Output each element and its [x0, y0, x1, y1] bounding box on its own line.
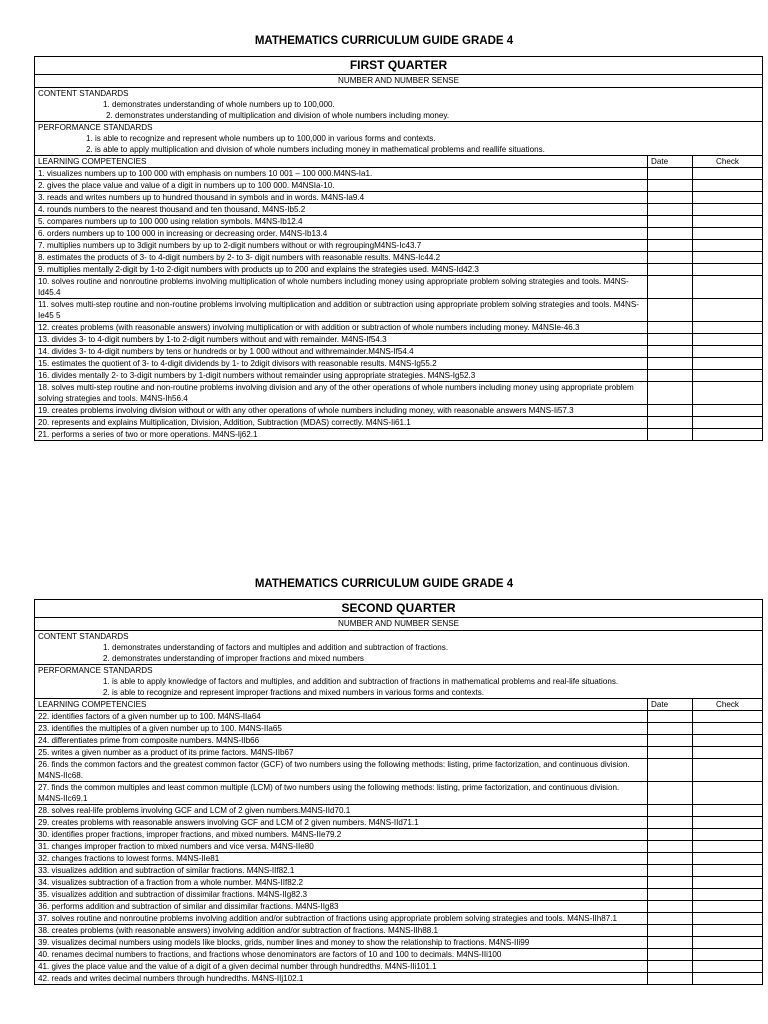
content-standards: [35, 88, 763, 122]
check-cell[interactable]: [693, 264, 763, 276]
date-header: Date: [648, 156, 693, 168]
check-cell[interactable]: [693, 228, 763, 240]
competency-text: 6. orders numbers up to 100 000 in increasing or decreasing order. M4NS-Ib13.4: [35, 228, 648, 240]
content-standard-item: 1. demonstrates understanding of factors and multiples and addition and subtraction of fractions.: [103, 643, 449, 652]
date-cell[interactable]: [648, 429, 693, 441]
competency-row: [35, 429, 763, 441]
competency-text: 12. creates problems (with reasonable answers) involving multiplication or with addition or subtraction of whole numbers including money. M4NSIe-46.3: [35, 322, 648, 334]
check-cell[interactable]: [693, 841, 763, 853]
date-cell[interactable]: [648, 334, 693, 346]
check-cell[interactable]: [693, 782, 763, 805]
content-standard-item: 2. demonstrates understanding of multiplication and division of whole numbers including money.: [106, 111, 450, 120]
competency-text: 5. compares numbers up to 100 000 using relation symbols. M4NS-Ib12.4: [35, 216, 648, 228]
date-cell[interactable]: [648, 759, 693, 782]
competency-row: [35, 829, 763, 841]
competency-row: [35, 889, 763, 901]
date-cell[interactable]: [648, 782, 693, 805]
date-cell[interactable]: [648, 961, 693, 973]
date-cell[interactable]: [648, 805, 693, 817]
date-cell[interactable]: [648, 204, 693, 216]
date-cell[interactable]: [648, 276, 693, 299]
competency-text: 23. identifies the multiples of a given number up to 100. M4NS-IIa65: [35, 723, 648, 735]
competency-text: 10. solves routine and nonroutine problems involving multiplication of whole numbers including money using appropriate problem solving strategies and tools. M4NS-Id45.4: [35, 276, 648, 299]
check-cell[interactable]: [693, 276, 763, 299]
competency-text: 32. changes fractions to lowest forms. M4NS-IIe81: [35, 853, 648, 865]
check-cell[interactable]: [693, 805, 763, 817]
check-cell[interactable]: [693, 370, 763, 382]
check-cell[interactable]: [693, 747, 763, 759]
competency-row: [35, 759, 763, 782]
competency-row: [35, 723, 763, 735]
competency-row: [35, 913, 763, 925]
competency-text: 11. solves multi-step routine and non-routine problems involving multiplication and addition or subtraction using appropriate problem solving strategies and tools. M4NS-Ie45 5: [35, 299, 648, 322]
competency-row: [35, 299, 763, 322]
competency-text: 26. finds the common factors and the greatest common factor (GCF) of two numbers using the following methods: listing, prime factorization, and continuous division. M4NS-IIc68.: [35, 759, 648, 782]
date-cell[interactable]: [648, 168, 693, 180]
content-standards-label: CONTENT STANDARDS: [38, 89, 129, 98]
competency-row: [35, 322, 763, 334]
second-quarter-table: [34, 599, 763, 985]
date-cell[interactable]: [648, 865, 693, 877]
competency-row: [35, 405, 763, 417]
date-cell[interactable]: [648, 216, 693, 228]
competency-text: 22. identifies factors of a given number up to 100. M4NS-IIa64: [35, 711, 648, 723]
check-cell[interactable]: [693, 759, 763, 782]
check-cell[interactable]: [693, 889, 763, 901]
date-cell[interactable]: [648, 949, 693, 961]
competency-text: 1. visualizes numbers up to 100 000 with emphasis on numbers 10 001 – 100 000.M4NS-Ia1.: [35, 168, 648, 180]
check-cell[interactable]: [693, 299, 763, 322]
competency-row: [35, 805, 763, 817]
competency-text: 28. solves real-life problems involving GCF and LCM of 2 given numbers.M4NS-IId70.1: [35, 805, 648, 817]
check-cell[interactable]: [693, 937, 763, 949]
date-cell[interactable]: [648, 723, 693, 735]
competency-row: [35, 252, 763, 264]
competency-row: [35, 841, 763, 853]
check-cell[interactable]: [693, 382, 763, 405]
competency-text: 33. visualizes addition and subtraction of similar fractions. M4NS-IIf82.1: [35, 865, 648, 877]
check-cell[interactable]: [693, 358, 763, 370]
content-standard-item: 2. demonstrates understanding of improper fractions and mixed numbers: [103, 654, 364, 663]
quarter-title: SECOND QUARTER: [35, 600, 763, 618]
date-header: Date: [648, 699, 693, 711]
competency-row: [35, 346, 763, 358]
competency-row: [35, 865, 763, 877]
check-cell[interactable]: [693, 240, 763, 252]
competency-text: 24. differentiates prime from composite numbers. M4NS-IIb66: [35, 735, 648, 747]
competency-text: 16. divides mentally 2- to 3-digit numbers by 1-digit numbers without remainder using appropriate strategies. M4NS-Ig52.3: [35, 370, 648, 382]
check-cell[interactable]: [693, 334, 763, 346]
competency-text: 30. identifies proper fractions, improper fractions, and mixed numbers. M4NS-IIe79.2: [35, 829, 648, 841]
date-cell[interactable]: [648, 735, 693, 747]
date-cell[interactable]: [648, 889, 693, 901]
date-cell[interactable]: [648, 417, 693, 429]
domain-title: NUMBER AND NUMBER SENSE: [35, 75, 763, 88]
competency-text: 13. divides 3- to 4-digit numbers by 1-to 2-digit numbers without and with remainder. M4NS-If54.3: [35, 334, 648, 346]
competency-row: [35, 228, 763, 240]
date-cell[interactable]: [648, 346, 693, 358]
competency-text: 31. changes improper fraction to mixed numbers and vice versa. M4NS-IIe80: [35, 841, 648, 853]
date-cell[interactable]: [648, 925, 693, 937]
competency-row: [35, 925, 763, 937]
competency-row: [35, 168, 763, 180]
quarter-title: FIRST QUARTER: [35, 57, 763, 75]
date-cell[interactable]: [648, 853, 693, 865]
check-cell[interactable]: [693, 429, 763, 441]
check-cell[interactable]: [693, 711, 763, 723]
date-cell[interactable]: [648, 829, 693, 841]
competency-text: 3. reads and writes numbers up to hundred thousand in symbols and in words. M4NS-Ia9.4: [35, 192, 648, 204]
competency-text: 41. gives the place value and the value of a digit of a given decimal number through hundredths. M4NS-IIi101.1: [35, 961, 648, 973]
competency-row: [35, 853, 763, 865]
date-cell[interactable]: [648, 973, 693, 985]
performance-standards: [35, 122, 763, 156]
date-cell[interactable]: [648, 937, 693, 949]
competency-row: [35, 973, 763, 985]
competency-text: 37. solves routine and nonroutine problems involving addition and/or subtraction of fractions using appropriate problem solving strategies and tools. M4NS-IIh87.1: [35, 913, 648, 925]
competency-text: 21. performs a series of two or more operations. M4NS-Ij62.1: [35, 429, 648, 441]
competency-row: [35, 949, 763, 961]
check-cell[interactable]: [693, 180, 763, 192]
competency-text: 25. writes a given number as a product of its prime factors. M4NS-IIb67: [35, 747, 648, 759]
check-cell[interactable]: [693, 961, 763, 973]
competency-text: 40. renames decimal numbers to fractions, and fractions whose denominators are factors of 10 and 100 to decimals. M4NS-IIi100: [35, 949, 648, 961]
competency-text: 27. finds the common multiples and least common multiple (LCM) of two numbers using the following methods: listing, prime factorization, and continuous division. M4NS-IIc69.1: [35, 782, 648, 805]
check-cell[interactable]: [693, 192, 763, 204]
date-cell[interactable]: [648, 228, 693, 240]
competency-text: 14. divides 3- to 4-digit numbers by tens or hundreds or by 1 000 without and withremainder.M4NS-If54.4: [35, 346, 648, 358]
performance-standard-item: 1. is able to recognize and represent whole numbers up to 100,000 in various forms and contexts.: [86, 134, 436, 143]
date-cell[interactable]: [648, 370, 693, 382]
check-header: Check: [693, 699, 763, 711]
performance-standard-item: 2. is able to apply multiplication and division of whole numbers including money in mathematical problems and reallife situations.: [86, 145, 545, 154]
date-cell[interactable]: [648, 901, 693, 913]
competency-row: [35, 901, 763, 913]
guide-title: MATHEMATICS CURRICULUM GUIDE GRADE 4: [254, 578, 514, 590]
date-cell[interactable]: [648, 252, 693, 264]
domain-title: NUMBER AND NUMBER SENSE: [35, 618, 763, 631]
competency-text: 4. rounds numbers to the nearest thousand and ten thousand. M4NS-Ib5.2: [35, 204, 648, 216]
date-cell[interactable]: [648, 382, 693, 405]
competency-text: 20. represents and explains Multiplication, Division, Addition, Subtraction (MDAS) correctly. M4NS-Ii61.1: [35, 417, 648, 429]
learning-competencies-header: LEARNING COMPETENCIES: [35, 699, 648, 711]
check-cell[interactable]: [693, 723, 763, 735]
date-cell[interactable]: [648, 747, 693, 759]
performance-standards-label: PERFORMANCE STANDARDS: [38, 123, 153, 132]
competency-row: [35, 735, 763, 747]
competency-text: 38. creates problems (with reasonable answers) involving addition and/or subtraction of fractions. M4NS-IIh88.1: [35, 925, 648, 937]
competency-text: 8. estimates the products of 3- to 4-digit numbers by 2- to 3- digit numbers with reasonable results. M4NS-Ic44.2: [35, 252, 648, 264]
date-cell[interactable]: [648, 405, 693, 417]
competency-text: 36. performs addition and subtraction of similar and dissimilar fractions. M4NS-IIg83: [35, 901, 648, 913]
check-cell[interactable]: [693, 829, 763, 841]
date-cell[interactable]: [648, 299, 693, 322]
check-cell[interactable]: [693, 913, 763, 925]
competency-row: [35, 240, 763, 252]
content-standards: [35, 631, 763, 665]
date-cell[interactable]: [648, 877, 693, 889]
date-cell[interactable]: [648, 322, 693, 334]
competency-text: 42. reads and writes decimal numbers through hundredths. M4NS-IIj102.1: [35, 973, 648, 985]
check-cell[interactable]: [693, 973, 763, 985]
check-cell[interactable]: [693, 901, 763, 913]
competency-row: [35, 192, 763, 204]
competency-text: 29. creates problems with reasonable answers involving GCF and LCM of 2 given numbers. M4NS-IId71.1: [35, 817, 648, 829]
check-cell[interactable]: [693, 252, 763, 264]
content-standard-item: 1. demonstrates understanding of whole numbers up to 100,000.: [103, 100, 335, 109]
competency-text: 9. multiplies mentally 2-digit by 1-to 2-digit numbers with products up to 200 and explains the strategies used. M4NS-Id42.3: [35, 264, 648, 276]
competency-text: 18. solves multi-step routine and non-routine problems involving division and any of the other operations of whole numbers including money using appropriate problem solving strategies and tools. M4NS-Ih56.4: [35, 382, 648, 405]
competency-text: 34. visualizes subtraction of a fraction from a whole number. M4NS-IIf82.2: [35, 877, 648, 889]
competency-row: [35, 782, 763, 805]
competency-row: [35, 276, 763, 299]
check-cell[interactable]: [693, 346, 763, 358]
check-cell[interactable]: [693, 949, 763, 961]
check-cell[interactable]: [693, 877, 763, 889]
competency-text: 35. visualizes addition and subtraction of dissimilar fractions. M4NS-IIg82.3: [35, 889, 648, 901]
competency-row: [35, 358, 763, 370]
competency-row: [35, 204, 763, 216]
check-cell[interactable]: [693, 735, 763, 747]
check-cell[interactable]: [693, 322, 763, 334]
date-cell[interactable]: [648, 913, 693, 925]
competency-row: [35, 180, 763, 192]
competency-row: [35, 264, 763, 276]
date-cell[interactable]: [648, 264, 693, 276]
check-cell[interactable]: [693, 853, 763, 865]
performance-standard-item: 1. is able to apply knowledge of factors and multiples, and addition and subtraction of fractions in mathematical problems and real-life situations.: [103, 677, 619, 686]
content-standards-label: CONTENT STANDARDS: [38, 632, 129, 641]
check-header: Check: [693, 156, 763, 168]
date-cell[interactable]: [648, 240, 693, 252]
learning-competencies-header: LEARNING COMPETENCIES: [35, 156, 648, 168]
check-cell[interactable]: [693, 204, 763, 216]
guide-title: MATHEMATICS CURRICULUM GUIDE GRADE 4: [254, 35, 514, 47]
competency-row: [35, 417, 763, 429]
competency-text: 15. estimates the quotient of 3- to 4-digit dividends by 1- to 2digit divisors with reasonable results. M4NS-Ig55.2: [35, 358, 648, 370]
competency-row: [35, 334, 763, 346]
check-cell[interactable]: [693, 817, 763, 829]
competency-text: 19. creates problems involving division without or with any other operations of whole numbers including money, with reasonable answers M4NS-Ii57.3: [35, 405, 648, 417]
performance-standards-label: PERFORMANCE STANDARDS: [38, 666, 153, 675]
date-cell[interactable]: [648, 358, 693, 370]
performance-standards: [35, 665, 763, 699]
date-cell[interactable]: [648, 180, 693, 192]
competency-row: [35, 877, 763, 889]
performance-standard-item: 2. is able to recognize and represent improper fractions and mixed numbers in various forms and contexts.: [103, 688, 485, 697]
competency-row: [35, 711, 763, 723]
competency-row: [35, 216, 763, 228]
competency-row: [35, 382, 763, 405]
competency-text: 2. gives the place value and value of a digit in numbers up to 100 000. M4NSIa-10.: [35, 180, 648, 192]
competency-text: 39. visualizes decimal numbers using models like blocks, grids, number lines and money to show the relationship to fractions. M4NS-IIi99: [35, 937, 648, 949]
competency-row: [35, 937, 763, 949]
date-cell[interactable]: [648, 192, 693, 204]
competency-row: [35, 961, 763, 973]
competency-row: [35, 370, 763, 382]
check-cell[interactable]: [693, 168, 763, 180]
check-cell[interactable]: [693, 405, 763, 417]
check-cell[interactable]: [693, 865, 763, 877]
date-cell[interactable]: [648, 817, 693, 829]
competency-row: [35, 747, 763, 759]
date-cell[interactable]: [648, 711, 693, 723]
check-cell[interactable]: [693, 417, 763, 429]
date-cell[interactable]: [648, 841, 693, 853]
check-cell[interactable]: [693, 216, 763, 228]
check-cell[interactable]: [693, 925, 763, 937]
competency-row: [35, 817, 763, 829]
first-quarter-table: [34, 56, 763, 441]
competency-text: 7. multiplies numbers up to 3digit numbers by up to 2-digit numbers without or with regroupingM4NS-Ic43.7: [35, 240, 648, 252]
